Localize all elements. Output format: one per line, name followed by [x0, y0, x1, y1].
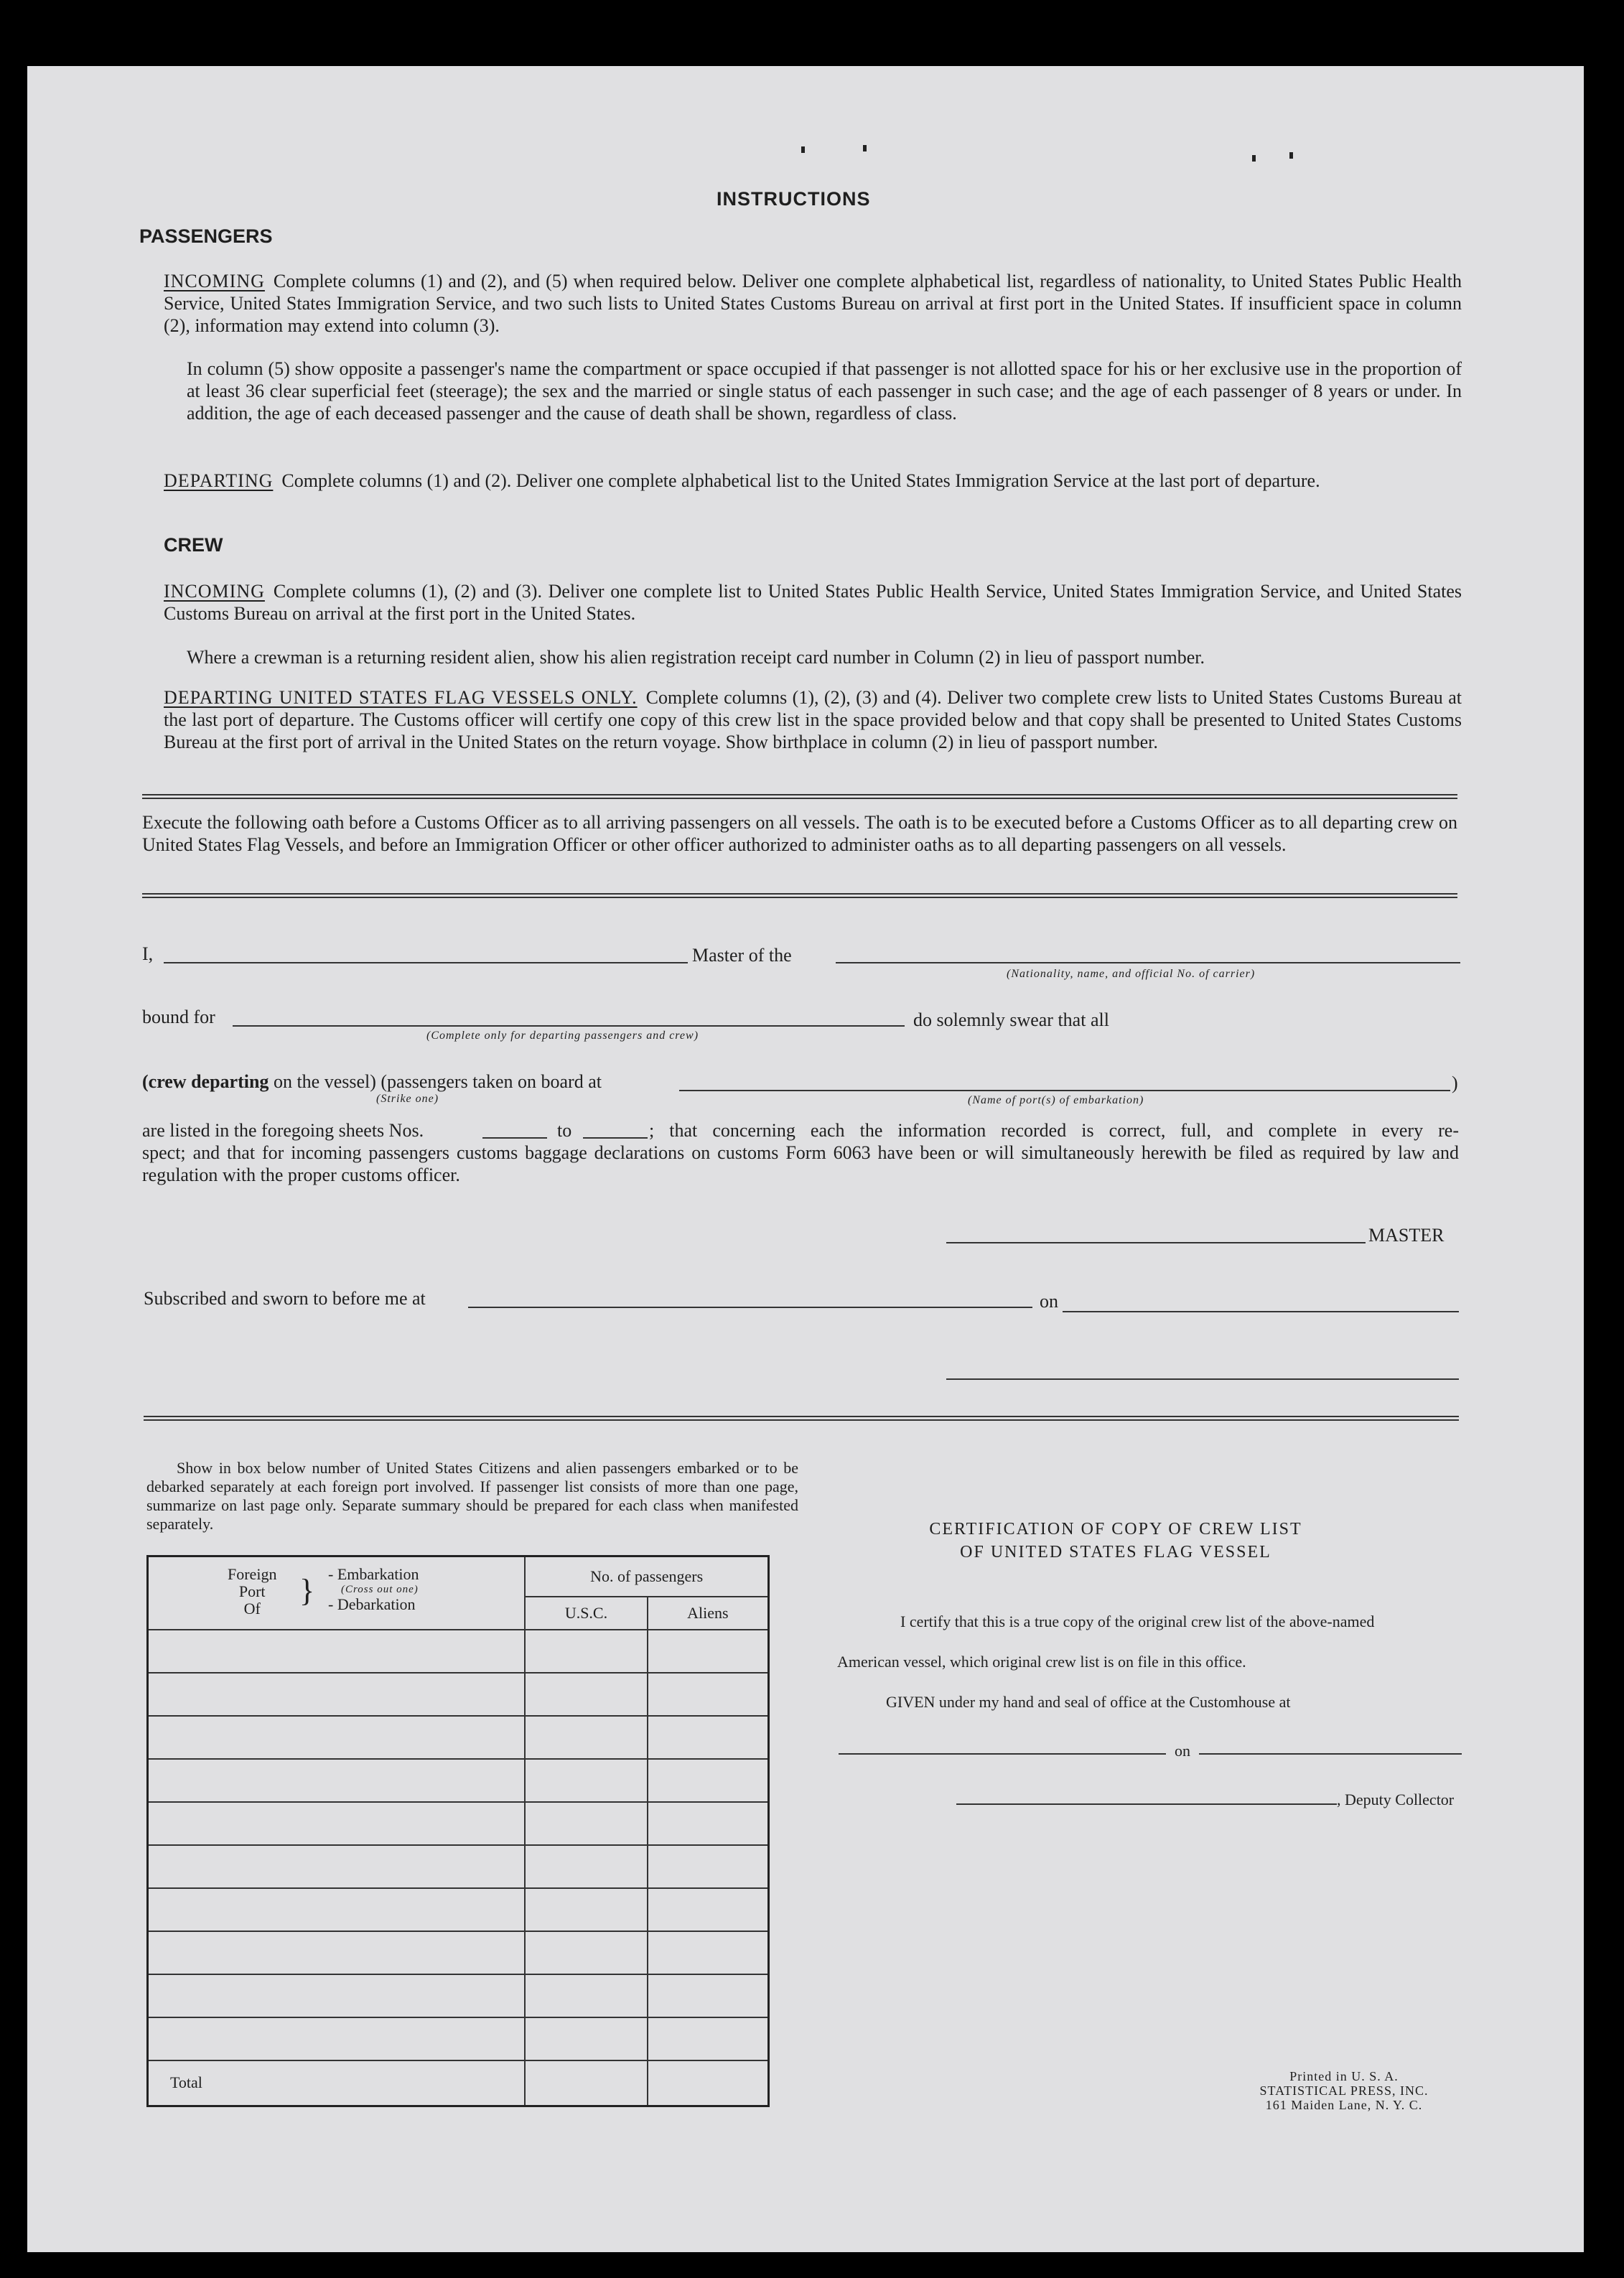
subscribed-on-label: on	[1040, 1291, 1058, 1312]
passengers-incoming-paragraph	[164, 270, 1462, 337]
port-label-port: Port	[238, 1582, 266, 1600]
table-header-row	[148, 1556, 769, 1597]
debarkation-option[interactable]: - Debarkation	[328, 1595, 416, 1613]
table-row	[148, 1716, 769, 1759]
printer-line-2: STATISTICAL PRESS, INC.	[1259, 2083, 1429, 2098]
usc-cell[interactable]	[525, 1931, 647, 1974]
sheets-remainder: spect; and that for incoming passengers customs baggage declarations on customs Form 6063 have been or will simultaneously herewith be filed as required by law and regulation with the proper customs officer.	[142, 1142, 1459, 1185]
sheets-to-label: to	[557, 1120, 572, 1141]
table-row	[148, 1630, 769, 1673]
crew-passenger-choice[interactable]	[142, 1071, 602, 1093]
scan-mark	[801, 146, 805, 153]
passengers-departing-text: Complete columns (1) and (2). Deliver one complete alphabetical list to the United States Immigration Service at the last port of departure.	[281, 470, 1320, 491]
usc-cell[interactable]	[525, 1716, 647, 1759]
certification-line-2: American vessel, which original crew list is on file in this office.	[837, 1653, 1246, 1671]
bound-for-label: bound for	[142, 1007, 215, 1027]
embarkation-port-field[interactable]	[679, 1090, 1450, 1091]
port-cell[interactable]	[148, 1802, 526, 1845]
aliens-cell[interactable]	[648, 1630, 769, 1673]
subscribed-label: Subscribed and sworn to before me at	[144, 1288, 426, 1309]
aliens-cell[interactable]	[648, 1716, 769, 1759]
certification-date-field[interactable]	[1199, 1753, 1462, 1755]
port-cell[interactable]	[148, 1673, 526, 1716]
table-row	[148, 1673, 769, 1716]
crew-departing-bold: (crew departing	[142, 1071, 269, 1092]
sheets-continuation: ; that concerning each the information recorded is correct, full, and complete in every re-	[649, 1120, 1459, 1141]
sheet-from-field[interactable]	[482, 1137, 547, 1139]
usc-cell[interactable]	[525, 1888, 647, 1931]
foreign-port-header	[148, 1556, 526, 1630]
usc-cell[interactable]	[525, 2017, 647, 2060]
scan-mark	[1252, 155, 1256, 162]
printer-line-1: Printed in U. S. A.	[1289, 2069, 1399, 2083]
crew-incoming-lead: INCOMING	[164, 581, 265, 602]
subscribed-date-field[interactable]	[1063, 1311, 1459, 1312]
port-cell[interactable]	[148, 1974, 526, 2017]
strike-caption: (Strike one)	[376, 1093, 439, 1105]
aliens-cell[interactable]	[648, 1759, 769, 1802]
subscribed-place-field[interactable]	[468, 1307, 1032, 1308]
total-usc-cell[interactable]	[525, 2060, 647, 2106]
aliens-cell[interactable]	[648, 2017, 769, 2060]
table-row	[148, 1974, 769, 2017]
crew-departing-text: Complete columns (1), (2), (3) and (4). Deliver two complete crew lists to United States Customs Bureau at the last port of departure. The Customs officer will certify one copy of this crew list in the space provided below and that copy shall be presented to United States Customs Bureau at the first port of arrival in the United States on the return voyage. Show birthplace in column (2) in lieu of passport number.	[164, 687, 1462, 752]
no-of-passengers-header: No. of passengers	[525, 1556, 768, 1597]
certification-heading-line-1: CERTIFICATION OF COPY OF CREW LIST	[929, 1520, 1302, 1539]
form-sheet	[27, 66, 1584, 2252]
port-cell[interactable]	[148, 1888, 526, 1931]
printer-line-3: 161 Maiden Lane, N. Y. C.	[1265, 2098, 1423, 2112]
passengers-incoming-lead: INCOMING	[164, 271, 265, 291]
deputy-collector-label: , Deputy Collector	[1337, 1791, 1455, 1808]
instructions-title: INSTRUCTIONS	[717, 188, 871, 210]
close-paren: )	[1452, 1073, 1458, 1093]
port-cell[interactable]	[148, 2017, 526, 2060]
crew-incoming-paragraph	[164, 580, 1462, 625]
table-row	[148, 1802, 769, 1845]
aliens-cell[interactable]	[648, 1931, 769, 1974]
brace-icon: }	[299, 1573, 315, 1608]
passenger-summary-table	[146, 1555, 770, 2107]
oath-intro: Execute the following oath before a Customs Officer as to all arriving passengers on all vessels. The oath is to be executed before a Customs Officer as to all departing crew on United States Flag Vessels, and before an Immigration Officer or other officer authorized to administer oaths as to all departing passengers on all vessels.	[142, 812, 1457, 855]
table-row	[148, 1845, 769, 1888]
crew-departing-paragraph	[164, 686, 1462, 753]
passengers-departing-lead: DEPARTING	[164, 470, 274, 491]
certification-on-label: on	[1175, 1742, 1190, 1760]
usc-cell[interactable]	[525, 1759, 647, 1802]
divider	[144, 1416, 1459, 1421]
foreign-port-label	[228, 1566, 276, 1618]
summary-note: Show in box below number of United States Citizens and alien passengers embarked or to be debarked separately at each foreign port involved. If passenger list consists of more than one page, summarize on last page only. Separate summary should be prepared for each class when manifested separately.	[146, 1459, 798, 1533]
sheets-label: are listed in the foregoing sheets Nos.	[142, 1120, 424, 1141]
aliens-cell[interactable]	[648, 1845, 769, 1888]
total-row	[148, 2060, 769, 2106]
port-cell[interactable]	[148, 1845, 526, 1888]
port-caption: (Name of port(s) of embarkation)	[968, 1094, 1144, 1106]
certification-line-3: GIVEN under my hand and seal of office at the Customhouse at	[886, 1693, 1291, 1711]
carrier-field[interactable]	[836, 962, 1460, 963]
aliens-cell[interactable]	[648, 1888, 769, 1931]
certification-heading	[864, 1518, 1367, 1564]
crew-returning-paragraph: Where a crewman is a returning resident alien, show his alien registration receipt card number in Column (2) in lieu of passport number.	[187, 647, 1205, 668]
nationality-caption: (Nationality, name, and official No. of carrier)	[1007, 968, 1256, 980]
table-row	[148, 2017, 769, 2060]
customhouse-field[interactable]	[839, 1753, 1166, 1755]
port-cell[interactable]	[148, 1759, 526, 1802]
crew-departing-lead: DEPARTING UNITED STATES FLAG VESSELS ONLY.	[164, 687, 638, 708]
swear-label: do solemnly swear that all	[913, 1009, 1109, 1030]
divider	[142, 794, 1457, 799]
aliens-cell[interactable]	[648, 1673, 769, 1716]
table-row	[148, 1888, 769, 1931]
oath-i-label: I,	[142, 943, 154, 964]
column5-paragraph: In column (5) show opposite a passenger's name the compartment or space occupied if that passenger is not allotted space for his or her exclusive use in the proportion of at least 36 clear superficial feet (steerage); the sex and the married or single status of each passenger in such case; and the age of each passenger of 8 years or under. In addition, the age of each deceased passenger and the cause of death shall be shown, regardless of class.	[187, 358, 1462, 424]
usc-header: U.S.C.	[525, 1597, 647, 1630]
printer-imprint	[1229, 2069, 1459, 2112]
scan-mark	[863, 145, 867, 151]
certification-line-1: I certify that this is a true copy of the original crew list of the above-named	[900, 1612, 1375, 1630]
aliens-cell[interactable]	[648, 1802, 769, 1845]
port-label-foreign: Foreign	[228, 1565, 277, 1583]
embarkation-option[interactable]: - Embarkation	[328, 1565, 419, 1583]
officer-signature-field[interactable]	[946, 1378, 1459, 1380]
deputy-signature-field[interactable]	[956, 1803, 1337, 1805]
aliens-cell[interactable]	[648, 1974, 769, 2017]
bound-for-field[interactable]	[233, 1025, 905, 1027]
master-signature-field[interactable]	[946, 1242, 1366, 1243]
table-row	[148, 1931, 769, 1974]
master-name-field[interactable]	[164, 962, 688, 963]
aliens-header: Aliens	[648, 1597, 769, 1630]
cross-out-caption: (Cross out one)	[341, 1584, 419, 1595]
crew-heading: CREW	[164, 534, 223, 556]
usc-cell[interactable]	[525, 1845, 647, 1888]
port-cell[interactable]	[148, 1931, 526, 1974]
sheet-to-field[interactable]	[583, 1137, 648, 1139]
crew-departing-rest: on the vessel) (passengers taken on board at	[273, 1071, 602, 1092]
passengers-incoming-text: Complete columns (1) and (2), and (5) when required below. Deliver one complete alphabetical list, regardless of nationality, to United States Public Health Service, United States Immigration Service, and two such lists to United States Customs Bureau on arrival at first port in the United States. If insufficient space in column (2), information may extend into column (3).	[164, 271, 1462, 336]
port-cell[interactable]	[148, 1716, 526, 1759]
certification-heading-line-2: OF UNITED STATES FLAG VESSEL	[960, 1543, 1271, 1562]
table-row	[148, 1759, 769, 1802]
bound-caption: (Complete only for departing passengers and crew)	[426, 1030, 699, 1042]
usc-cell[interactable]	[525, 1802, 647, 1845]
scan-mark	[1289, 152, 1293, 159]
divider	[142, 893, 1457, 898]
usc-cell[interactable]	[525, 1974, 647, 2017]
port-label-of: Of	[243, 1600, 261, 1618]
crew-incoming-text: Complete columns (1), (2) and (3). Deliver one complete list to United States Public Health Service, United States Immigration Service, and United States Customs Bureau on arrival at the first port in the United States.	[164, 581, 1462, 624]
port-cell[interactable]	[148, 1630, 526, 1673]
embarkation-options[interactable]	[328, 1566, 419, 1613]
passengers-heading: PASSENGERS	[139, 225, 273, 247]
master-of-the-label: Master of the	[692, 945, 792, 966]
total-label: Total	[148, 2060, 526, 2106]
usc-cell[interactable]	[525, 1673, 647, 1716]
total-aliens-cell[interactable]	[648, 2060, 769, 2106]
passengers-departing-paragraph	[164, 470, 1462, 492]
usc-cell[interactable]	[525, 1630, 647, 1673]
master-label: MASTER	[1368, 1225, 1445, 1246]
